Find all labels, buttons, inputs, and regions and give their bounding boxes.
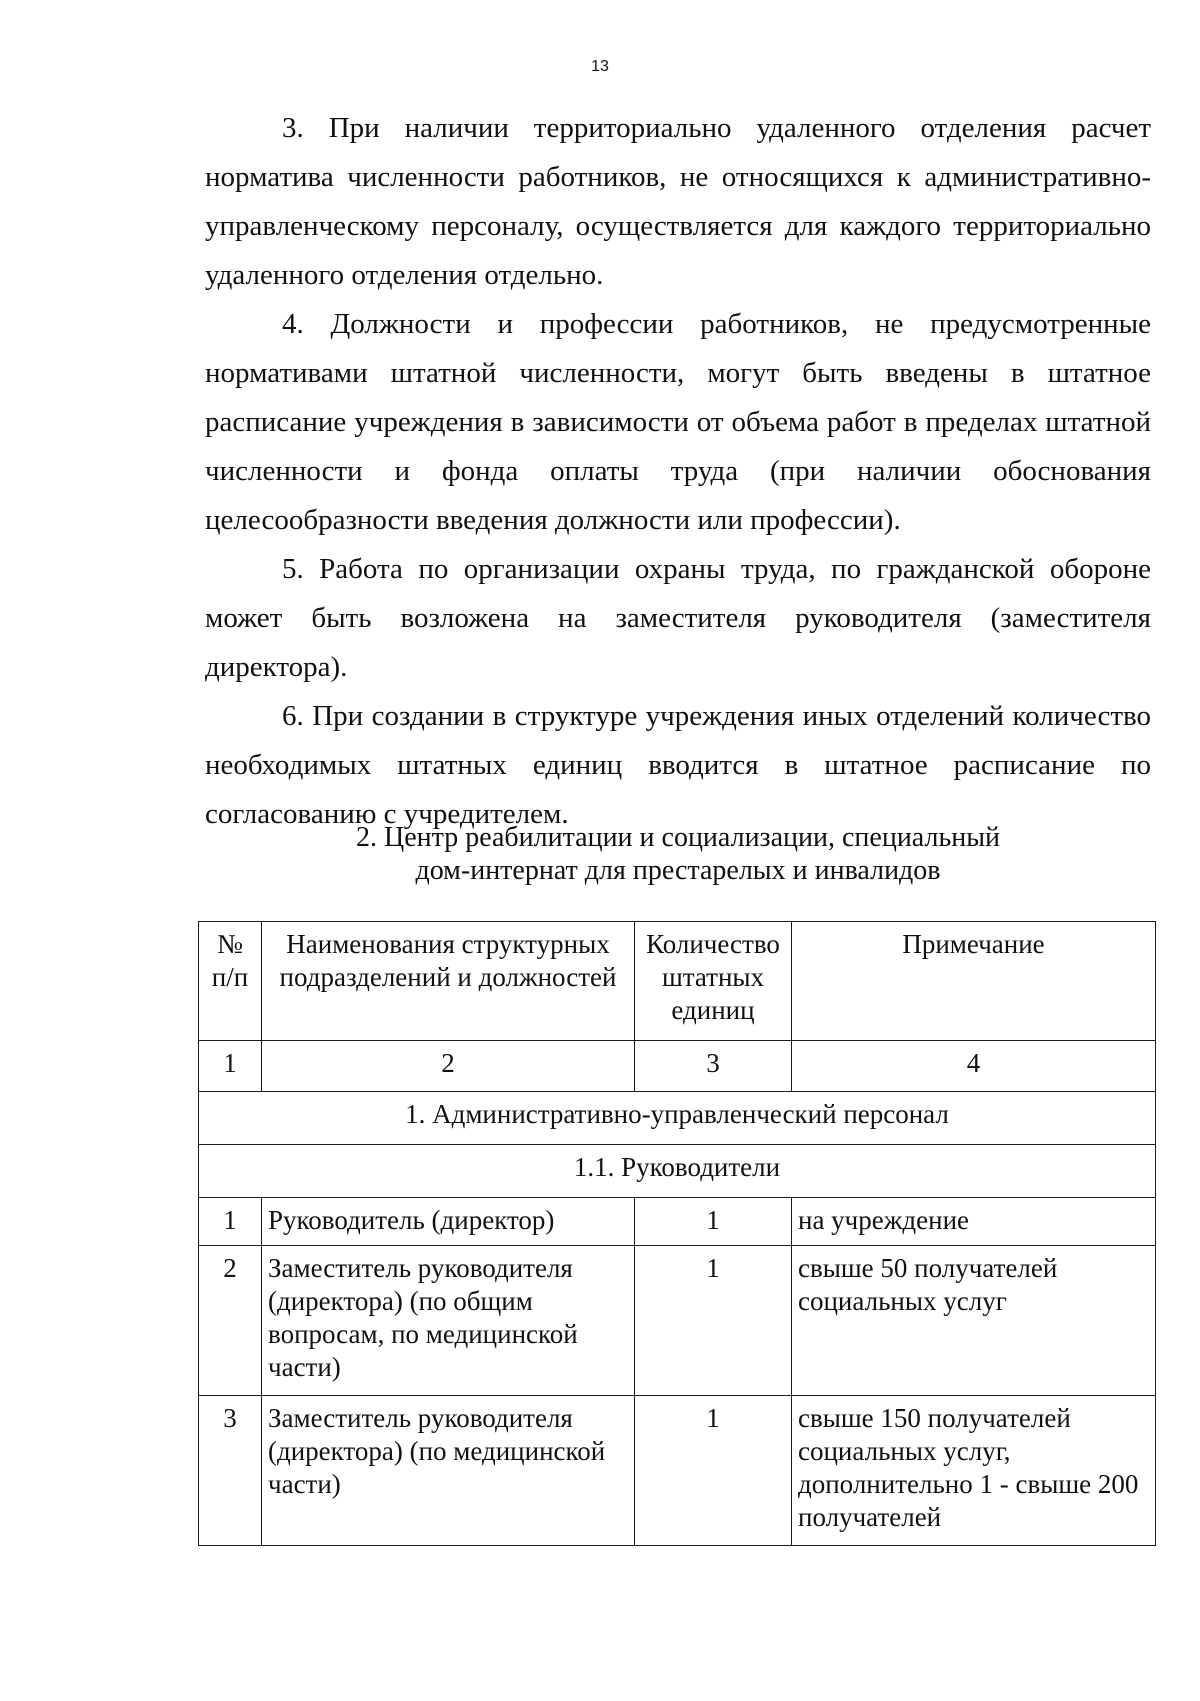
subgroup-managers: 1.1. Руководители — [199, 1145, 1156, 1198]
header-number: № п/п — [199, 922, 262, 1041]
table-subgroup-row — [199, 1145, 1156, 1198]
table-row — [199, 1396, 1156, 1546]
row-number: 2 — [199, 1246, 262, 1396]
body-text — [205, 104, 1151, 839]
row-name: Руководитель (директор) — [262, 1198, 635, 1246]
table-row — [199, 1198, 1156, 1246]
paragraph-5: 5. Работа по организации охраны труда, по гражданской обороне может быть возложена на заместителя руководителя (заместителя директора). — [205, 553, 1151, 683]
paragraph-6: 6. При создании в структуре учреждения иных отделений количество необходимых штатных единиц вводится в штатное расписание по согласованию с учредителем. — [205, 700, 1151, 830]
row-note: свыше 50 получателей социальных услуг — [792, 1246, 1156, 1396]
table-group-row — [199, 1092, 1156, 1145]
row-count: 1 — [635, 1396, 792, 1546]
row-note: свыше 150 получателей социальных услуг, дополнительно 1 - свыше 200 получателей — [792, 1396, 1156, 1546]
staffing-table — [198, 921, 1156, 1546]
row-name: Заместитель руководителя (директора) (по общим вопросам, по медицинской части) — [262, 1246, 635, 1396]
row-number: 1 — [199, 1198, 262, 1246]
row-count: 1 — [635, 1246, 792, 1396]
table-header-row — [199, 922, 1156, 1041]
section-title-line-1: 2. Центр реабилитации и социализации, специальный — [355, 822, 1000, 853]
row-note: на учреждение — [792, 1198, 1156, 1246]
group-admin-staff: 1. Административно-управленческий персонал — [199, 1092, 1156, 1145]
page-number: 13 — [591, 58, 609, 75]
paragraph-3: 3. При наличии территориально удаленного отделения расчет норматива численности работников, не относящихся к административно-управленческому персоналу, осуществляется для каждого территориально удаленного отделения отдельно. — [205, 112, 1151, 291]
column-number: 4 — [792, 1041, 1156, 1092]
header-count: Количество штатных единиц — [635, 922, 792, 1041]
row-number: 3 — [199, 1396, 262, 1546]
section-title-line-2: дом-интернат для престарелых и инвалидов — [415, 855, 941, 886]
table-column-numbers-row — [199, 1041, 1156, 1092]
paragraph-4: 4. Должности и профессии работников, не предусмотренные нормативами штатной численности, могут быть введены в штатное расписание учреждения в зависимости от объема работ в пределах штатной численности и фонда оплаты труда (при наличии обоснования целесообразности введения должности или профессии). — [205, 308, 1151, 536]
column-number: 3 — [635, 1041, 792, 1092]
column-number: 1 — [199, 1041, 262, 1092]
row-name: Заместитель руководителя (директора) (по медицинской части) — [262, 1396, 635, 1546]
section-title — [205, 821, 1151, 887]
header-name: Наименования структурных подразделений и должностей — [262, 922, 635, 1041]
table-row — [199, 1246, 1156, 1396]
header-note: Примечание — [792, 922, 1156, 1041]
column-number: 2 — [262, 1041, 635, 1092]
row-count: 1 — [635, 1198, 792, 1246]
